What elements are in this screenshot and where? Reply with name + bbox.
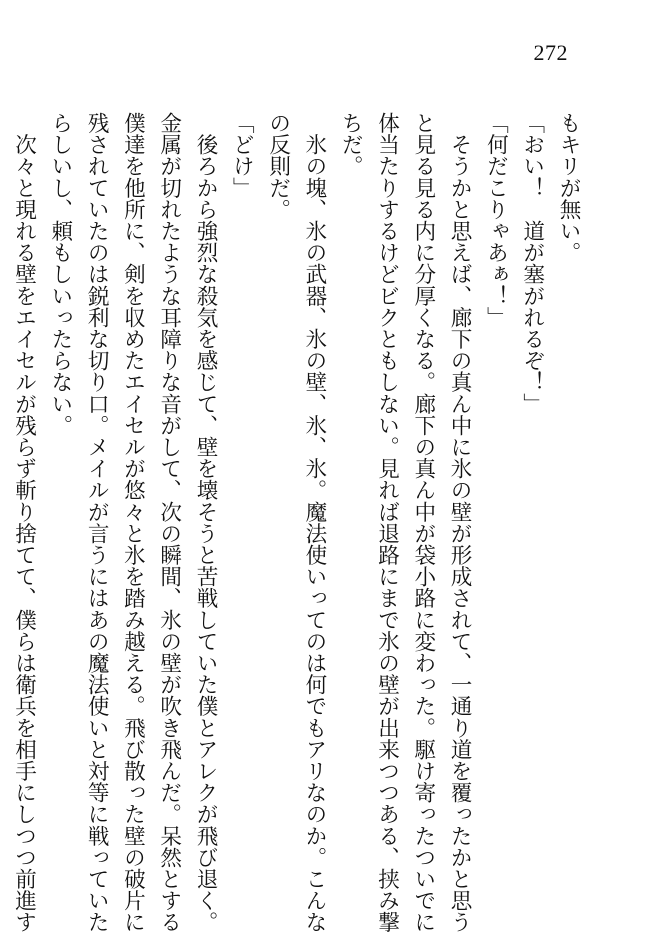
page-number: 272 (533, 40, 568, 65)
text-line: らしいし、頼もしいったらない。 (47, 112, 73, 436)
text-line: 後ろから強烈な殺気を感じて、壁を壊そうと苦戦していた僕とアレクが飛び退く。 (193, 112, 219, 933)
text-line: そうかと思えば、廊下の真ん中に氷の壁が形成されて、一通り道を覆ったかと思う (447, 112, 473, 933)
text-line: ちだ。 (338, 112, 364, 177)
text-line: の反則だ。 (265, 112, 291, 220)
novel-body-text (11, 112, 586, 933)
text-line: 氷の塊、氷の武器、氷の壁、氷、氷。魔法使いってのは何でもアリなのか。こんな (301, 112, 327, 933)
text-line: 「どけ」 (229, 112, 255, 199)
text-line: 体当たりするけどビクともしない。見れば退路にまで氷の壁が出来つつある、挟み撃 (374, 112, 400, 933)
text-line (0, 112, 5, 857)
text-line: 「何だこりゃあぁ！」 (483, 112, 509, 328)
text-line: 金属が切れたような耳障りな音がして、次の瞬間、氷の壁が吹き飛んだ。呆然とする (156, 112, 182, 933)
text-line: 「おい！ 道が塞がれるぞ！」 (519, 112, 545, 415)
text-line: 次々と現れる壁をエイセルが残らず斬り捨てて、僕らは衛兵を相手にしつつ前進す (11, 112, 37, 933)
text-line: 僕達を他所に、剣を収めたエイセルが悠々と氷を踏み越える。飛び散った壁の破片に (120, 112, 146, 933)
text-line: もキリが無い。 (556, 112, 581, 264)
text-line: 残されていたのは鋭利な切り口。メイルが言うにはあの魔法使いと対等に戦っていた (84, 112, 110, 933)
text-line: と見る見る内に分厚くなる。廊下の真ん中が袋小路に変わった。駆け寄ったついでに (410, 112, 436, 933)
